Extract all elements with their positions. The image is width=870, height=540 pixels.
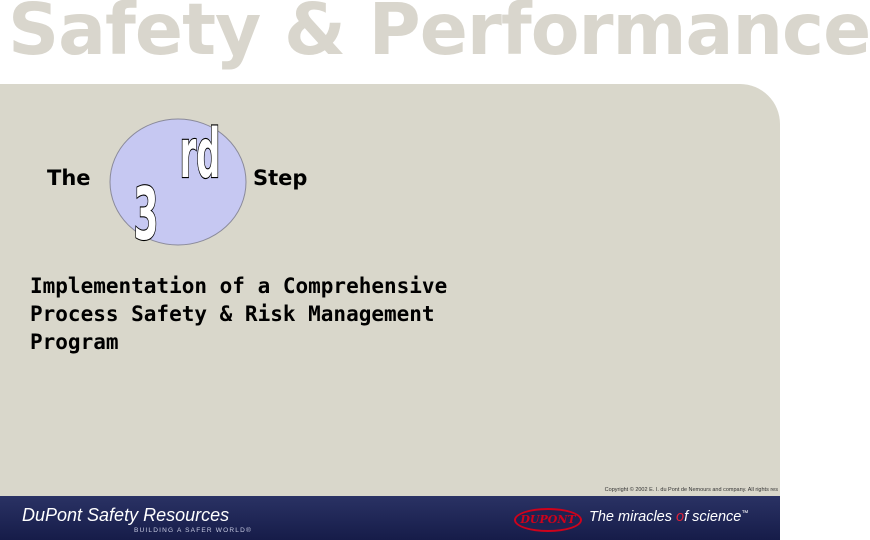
badge-ordinal: rd [179,113,221,194]
trademark-symbol: ™ [741,510,749,518]
step-prefix: The [47,166,91,190]
miracles-of-science-tagline [589,509,748,525]
tagline-o: o [676,509,685,525]
brand-name: DuPont Safety Resources [22,505,230,525]
step-suffix: Step [253,166,308,190]
third-step-badge [108,113,248,257]
header-title: Safety & Performance [8,0,870,71]
badge-circle [110,119,246,245]
tagline-end: f science [684,509,742,525]
badge-number: 3 [133,172,159,257]
tagline-start: The miracles [589,509,677,525]
implementation-text: Implementation of a Comprehensive Process Safety & Risk Management Program [30,274,448,354]
brand-tagline: BUILDING A SAFER WORLD® [134,527,252,534]
dupont-oval-logo: DUPONT [514,508,582,532]
copyright-notice: Copyright © 2002 E. I. du Pont de Nemours and company. All rights res [604,487,778,493]
